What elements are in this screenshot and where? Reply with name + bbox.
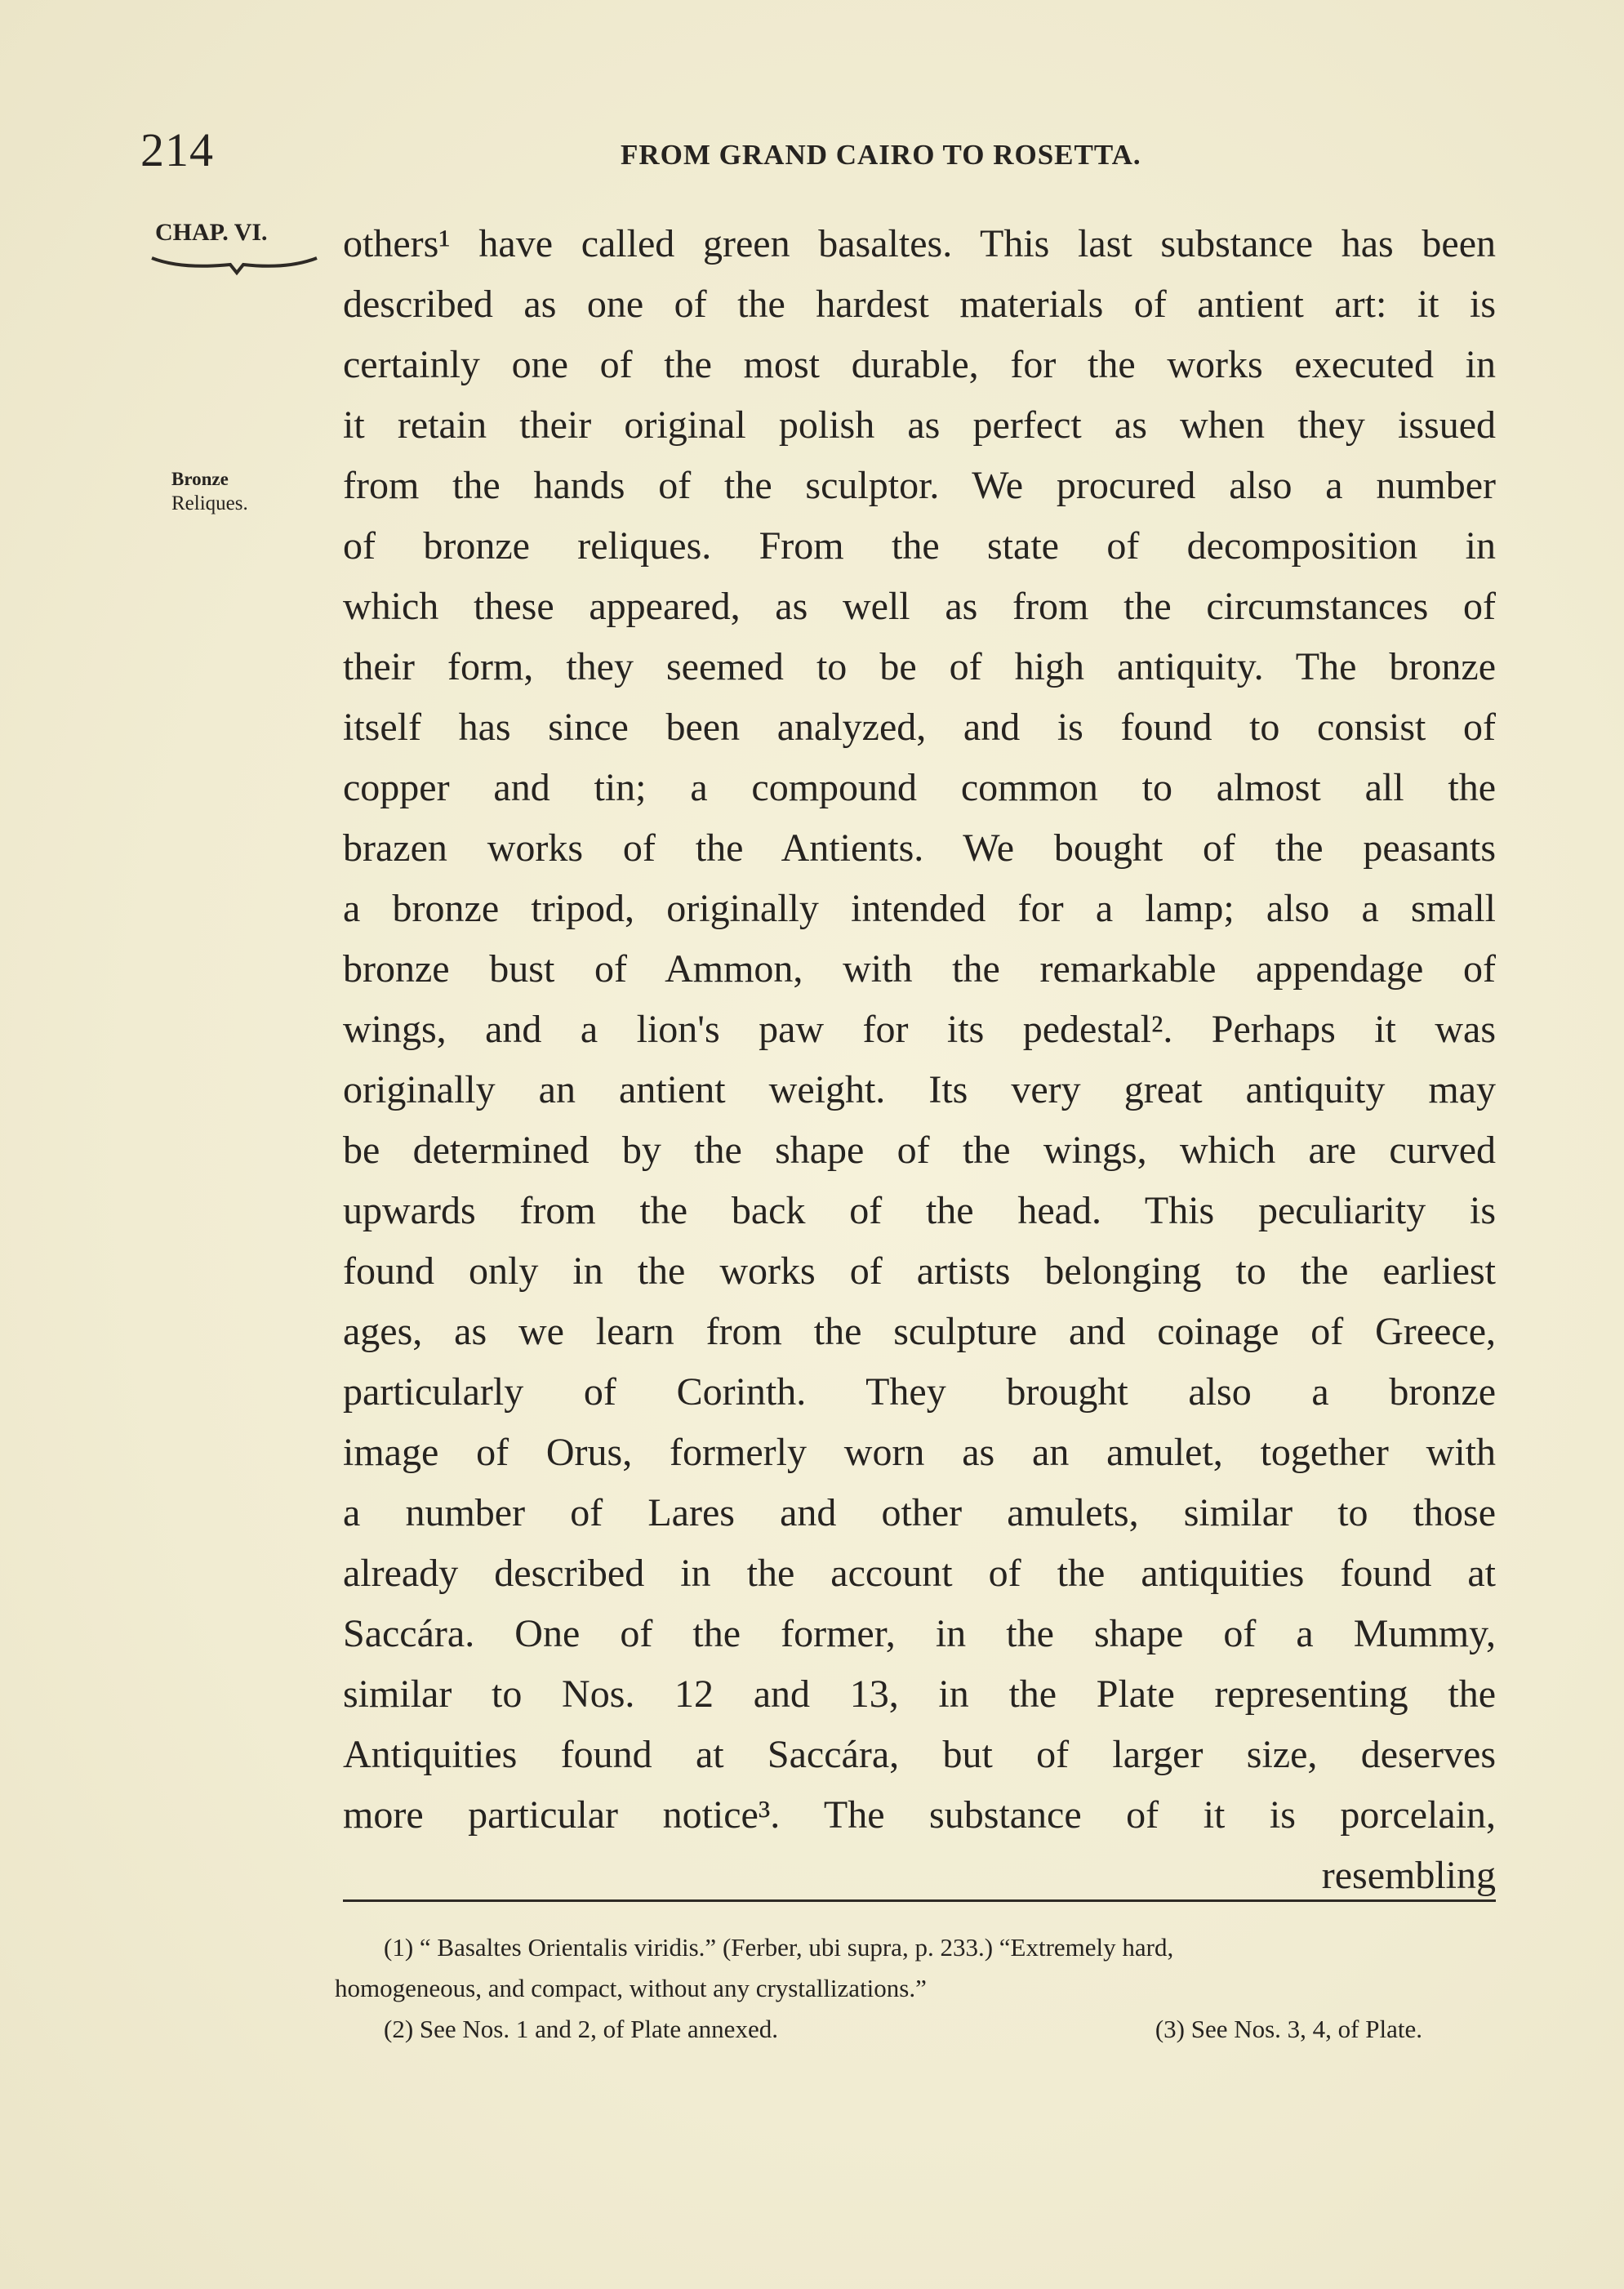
footnote-3: (3) See Nos. 3, 4, of Plate. [1155,2015,1422,2043]
text-line: particularly of Corinth. They brought also a bronze [343,1370,1496,1414]
text-line: a bronze tripod, originally intended for a lamp; also a small [343,887,1496,930]
chapter-label: CHAP. VI. [155,219,268,246]
text-line: copper and tin; a compound common to almost all the [343,766,1496,809]
margin-note-line: Bronze [171,469,229,489]
text-line: bronze bust of Ammon, with the remarkable appendage of [343,947,1496,991]
footnote-divider [343,1899,1496,1902]
text-line: others¹ have called green basaltes. This last substance has been [343,222,1496,265]
text-line: certainly one of the most durable, for the works executed in [343,343,1496,386]
page-number: 214 [140,123,214,176]
text-line: Saccára. One of the former, in the shape of a Mummy, [343,1612,1496,1655]
footnotes [335,1927,1496,2050]
footnote-row [335,2009,1496,2050]
chapter-ornament-icon [149,252,320,276]
text-line: already described in the account of the antiquities found at [343,1552,1496,1595]
text-line: image of Orus, formerly worn as an amulet, together with [343,1431,1496,1474]
footnote-2: (2) See Nos. 1 and 2, of Plate annexed. [384,2015,778,2043]
text-line: found only in the works of artists belonging to the earliest [343,1249,1496,1293]
text-line: itself has since been analyzed, and is found to consist of [343,706,1496,749]
footnote-1-line: homogeneous, and compact, without any crystallizations.” [335,1974,927,2002]
text-line: similar to Nos. 12 and 13, in the Plate representing the [343,1672,1496,1716]
text-line: their form, they seemed to be of high antiquity. The bronze [343,645,1496,688]
text-line: ages, as we learn from the sculpture and coinage of Greece, [343,1310,1496,1353]
text-line: a number of Lares and other amulets, similar to those [343,1491,1496,1534]
text-line: from the hands of the sculptor. We procured also a number [343,464,1496,507]
text-line: be determined by the shape of the wings, which are curved [343,1129,1496,1172]
text-line: Antiquities found at Saccára, but of larger size, deserves [343,1733,1496,1776]
footnote-1-line: (1) “ Basaltes Orientalis viridis.” (Ferber, ubi supra, p. 233.) “Extremely hard, [384,1933,1174,1962]
text-line: upwards from the back of the head. This peculiarity is [343,1189,1496,1232]
text-line: brazen works of the Antients. We bought of the peasants [343,826,1496,870]
text-line: more particular notice³. The substance of it is porcelain, [343,1793,1496,1837]
text-line: it retain their original polish as perfect as when they issued [343,403,1496,447]
margin-note [171,467,248,516]
text-line: wings, and a lion's paw for its pedestal². Perhaps it was [343,1008,1496,1051]
text-line: which these appeared, as well as from the circumstances of [343,585,1496,628]
text-line: originally an antient weight. Its very great antiquity may [343,1068,1496,1111]
body-text [343,214,1496,1906]
text-line: of bronze reliques. From the state of decomposition in [343,524,1496,568]
catchword: resembling [1321,1854,1496,1897]
margin-note-line: Reliques. [171,492,248,514]
running-head: FROM GRAND CAIRO TO ROSETTA. [621,139,1141,171]
text-line: described as one of the hardest materials of antient art: it is [343,283,1496,326]
